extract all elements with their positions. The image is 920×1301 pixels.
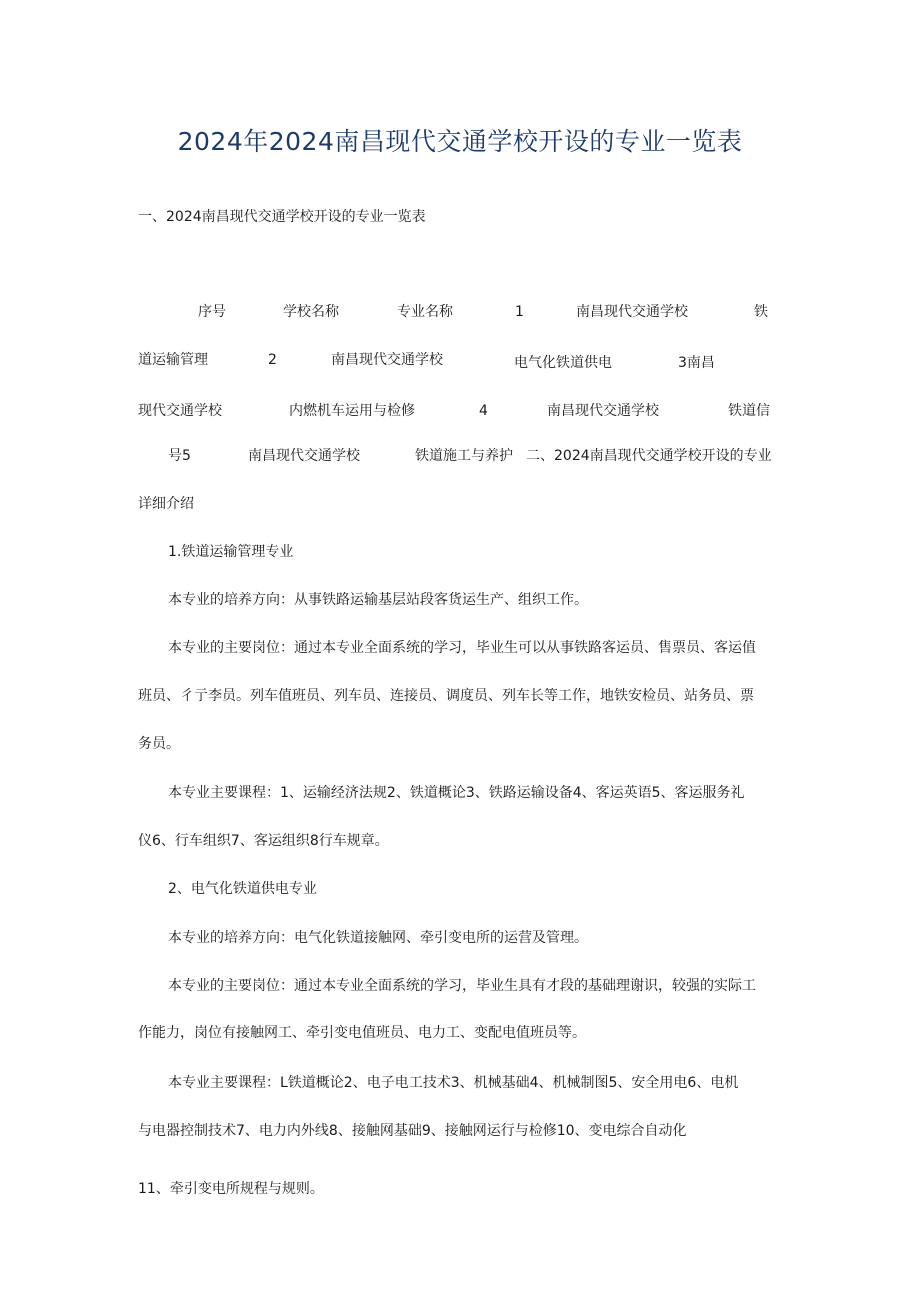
table-word: 号5	[168, 448, 191, 464]
section-2-heading: 二、2024南昌现代交通学校开设的专业	[526, 448, 772, 464]
table-word: 4	[479, 403, 488, 419]
page-title: 2024年2024南昌现代交通学校开设的专业一览表	[177, 127, 743, 156]
major-2-posts-line: 本专业的主要岗位：通过本专业全面系统的学习，毕业生具有才段的基础理谢识，较强的实际工	[168, 978, 756, 994]
major-1-courses-line: 仪6、行车组织7、客运组织8行车规章。	[138, 833, 389, 849]
table-word: 电气化铁道供电	[514, 355, 612, 371]
major-1-posts-line: 务员。	[138, 736, 180, 752]
table-word: 南昌现代交通学校	[248, 448, 360, 464]
major-1-direction: 本专业的培养方向：从事铁路运输基层站段客货运生产、组织工作。	[168, 592, 588, 608]
table-word: 道运输管理	[138, 352, 208, 368]
table-word: 铁道信	[728, 403, 770, 419]
table-word: 南昌现代交通学校	[576, 304, 688, 320]
table-word: 现代交通学校	[138, 403, 222, 419]
major-2-posts-line: 作能力，岗位有接触网工、牵引变电值班员、电力工、变配电值班员等。	[138, 1025, 586, 1041]
table-word: 铁道施工与养护	[415, 448, 513, 464]
major-2-courses-line: 11、牵引变电所规程与规则。	[138, 1181, 324, 1197]
major-1-posts-line: 班员、彳亍李员。列车值班员、列车员、连接员、调度员、列车长等工作，地铁安检员、站务员、票	[138, 688, 754, 704]
table-word: 学校名称	[283, 304, 339, 320]
major-1-posts-line: 本专业的主要岗位：通过本专业全面系统的学习，毕业生可以从事铁路客运员、售票员、客运值	[168, 640, 756, 656]
major-2-heading: 2、电气化铁道供电专业	[168, 881, 317, 897]
section-2-heading-tail: 详细介绍	[138, 496, 194, 512]
table-word: 2	[268, 352, 277, 368]
major-1-courses-line: 本专业主要课程：1、运输经济法规2、铁道概论3、铁路运输设备4、客运英语5、客运服务礼	[168, 785, 745, 801]
table-word: 专业名称	[397, 304, 453, 320]
table-word: 序号	[198, 304, 226, 320]
table-word: 内燃机车运用与检修	[289, 403, 415, 419]
section-1-heading: 一、2024南昌现代交通学校开设的专业一览表	[138, 209, 426, 225]
major-1-heading: 1.铁道运输管理专业	[168, 544, 294, 560]
major-2-direction: 本专业的培养方向：电气化铁道接触网、牵引变电所的运营及管理。	[168, 930, 588, 946]
table-word: 1	[515, 304, 524, 320]
table-word: 南昌现代交通学校	[331, 352, 443, 368]
table-word: 铁	[754, 304, 768, 320]
major-2-courses-line: 本专业主要课程：L铁道概论2、电子电工技术3、机械基础4、机械制图5、安全用电6、电机	[168, 1075, 739, 1091]
table-word: 3南昌	[678, 355, 715, 371]
table-word: 南昌现代交通学校	[547, 403, 659, 419]
major-2-courses-line: 与电器控制技术7、电力内外线8、接触网基础9、接触网运行与检修10、变电综合自动化	[138, 1123, 687, 1139]
